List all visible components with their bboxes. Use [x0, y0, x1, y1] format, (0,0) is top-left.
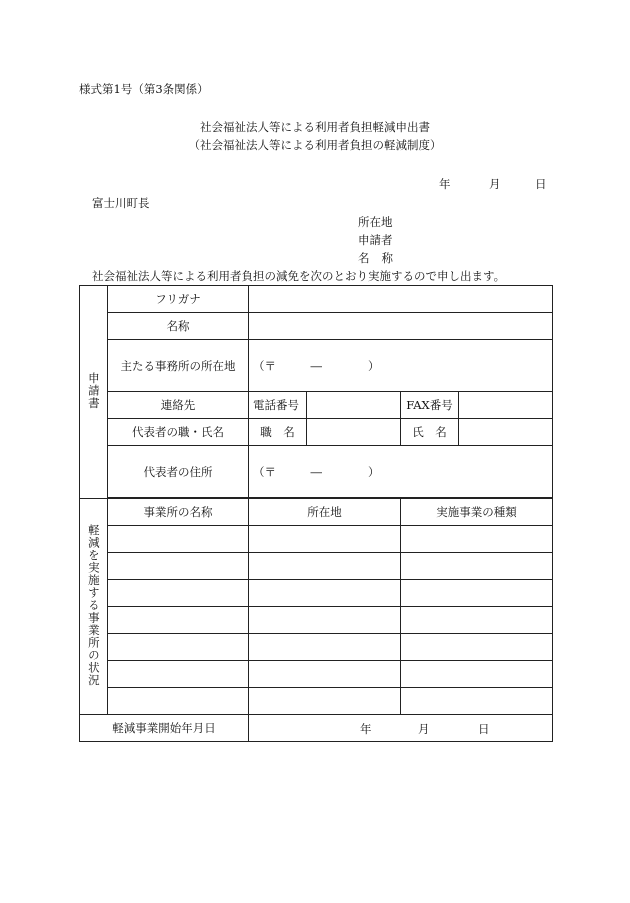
- office-service-cell[interactable]: [401, 661, 553, 688]
- table-row: [80, 607, 553, 634]
- position-input[interactable]: [307, 419, 401, 446]
- start-date-day: 日: [478, 722, 490, 736]
- table-row: [80, 661, 553, 688]
- rep-address-label: 代表者の住所: [108, 446, 249, 498]
- person-name-label: 氏 名: [401, 419, 459, 446]
- form-subtitle: （社会福祉法人等による利用者負担の軽減制度）: [188, 138, 442, 152]
- offices-header-row: [80, 499, 553, 526]
- col-location: 所在地: [249, 499, 401, 526]
- office-name-cell[interactable]: [108, 580, 249, 607]
- furigana-label: フリガナ: [108, 286, 249, 313]
- start-date-input[interactable]: [249, 715, 553, 742]
- office-location-cell[interactable]: [249, 688, 401, 715]
- furigana-input[interactable]: [249, 286, 553, 313]
- table-row: [80, 580, 553, 607]
- office-location-cell[interactable]: [249, 634, 401, 661]
- office-address-input[interactable]: [249, 340, 553, 392]
- office-service-cell[interactable]: [401, 526, 553, 553]
- person-name-input[interactable]: [459, 419, 553, 446]
- office-location-cell[interactable]: [249, 607, 401, 634]
- phone-input[interactable]: [307, 392, 401, 419]
- start-date-year: 年: [360, 722, 372, 736]
- name-label: 名称: [108, 313, 249, 340]
- start-date-row: [80, 715, 553, 742]
- office-location-cell[interactable]: [249, 553, 401, 580]
- office-service-cell[interactable]: [401, 634, 553, 661]
- application-form-table: [79, 285, 553, 742]
- form-title: 社会福祉法人等による利用者負担軽減申出書: [200, 120, 430, 134]
- applicant-label: 申請者: [358, 233, 393, 247]
- office-service-cell[interactable]: [401, 553, 553, 580]
- col-service-type: 実施事業の種類: [401, 499, 553, 526]
- date-day-label: 日: [535, 177, 547, 191]
- office-service-cell[interactable]: [401, 607, 553, 634]
- table-row: [80, 553, 553, 580]
- office-name-cell[interactable]: [108, 607, 249, 634]
- office-name-cell[interactable]: [108, 634, 249, 661]
- office-name-cell[interactable]: [108, 688, 249, 715]
- phone-label: 電話番号: [249, 392, 307, 419]
- office-address-row: [80, 340, 553, 392]
- name-row: [80, 313, 553, 340]
- office-name-cell[interactable]: [108, 526, 249, 553]
- contact-row: [80, 392, 553, 419]
- office-location-cell[interactable]: [249, 526, 401, 553]
- office-name-cell[interactable]: [108, 661, 249, 688]
- applicant-name-label: 名称: [358, 251, 405, 265]
- start-date-month: 月: [418, 722, 430, 736]
- representative-row: [80, 419, 553, 446]
- addressee: 富士川町長: [92, 196, 150, 210]
- form-number: 様式第1号（第3条関係）: [79, 82, 209, 96]
- intro-statement: 社会福祉法人等による利用者負担の減免を次のとおり実施するので申し出ます。: [92, 269, 506, 283]
- fax-label: FAX番号: [401, 392, 459, 419]
- name-input[interactable]: [249, 313, 553, 340]
- table-row: [80, 688, 553, 715]
- offices-section-label: 軽減を実施する事業所の状況: [80, 499, 108, 715]
- applicant-section-label: 申請書: [80, 286, 108, 499]
- table-row: [80, 526, 553, 553]
- office-location-cell[interactable]: [249, 580, 401, 607]
- rep-address-input[interactable]: [249, 446, 553, 498]
- start-date-label: 軽減事業開始年月日: [80, 715, 249, 742]
- date-year-label: 年: [439, 177, 451, 191]
- rep-postal-code: （〒 ― ）: [253, 464, 380, 479]
- office-service-cell[interactable]: [401, 580, 553, 607]
- fax-input[interactable]: [459, 392, 553, 419]
- contact-label: 連絡先: [108, 392, 249, 419]
- rep-title-label: 代表者の職・氏名: [108, 419, 249, 446]
- office-service-cell[interactable]: [401, 688, 553, 715]
- office-address-label: 主たる事務所の所在地: [108, 340, 249, 392]
- office-name-cell[interactable]: [108, 553, 249, 580]
- applicant-address-label: 所在地: [358, 215, 393, 229]
- office-postal-code: （〒 ― ）: [253, 358, 380, 373]
- furigana-row: [80, 286, 553, 313]
- rep-address-row: [80, 446, 553, 498]
- date-month-label: 月: [489, 177, 501, 191]
- col-office-name: 事業所の名称: [108, 499, 249, 526]
- table-row: [80, 634, 553, 661]
- position-label: 職 名: [249, 419, 307, 446]
- office-location-cell[interactable]: [249, 661, 401, 688]
